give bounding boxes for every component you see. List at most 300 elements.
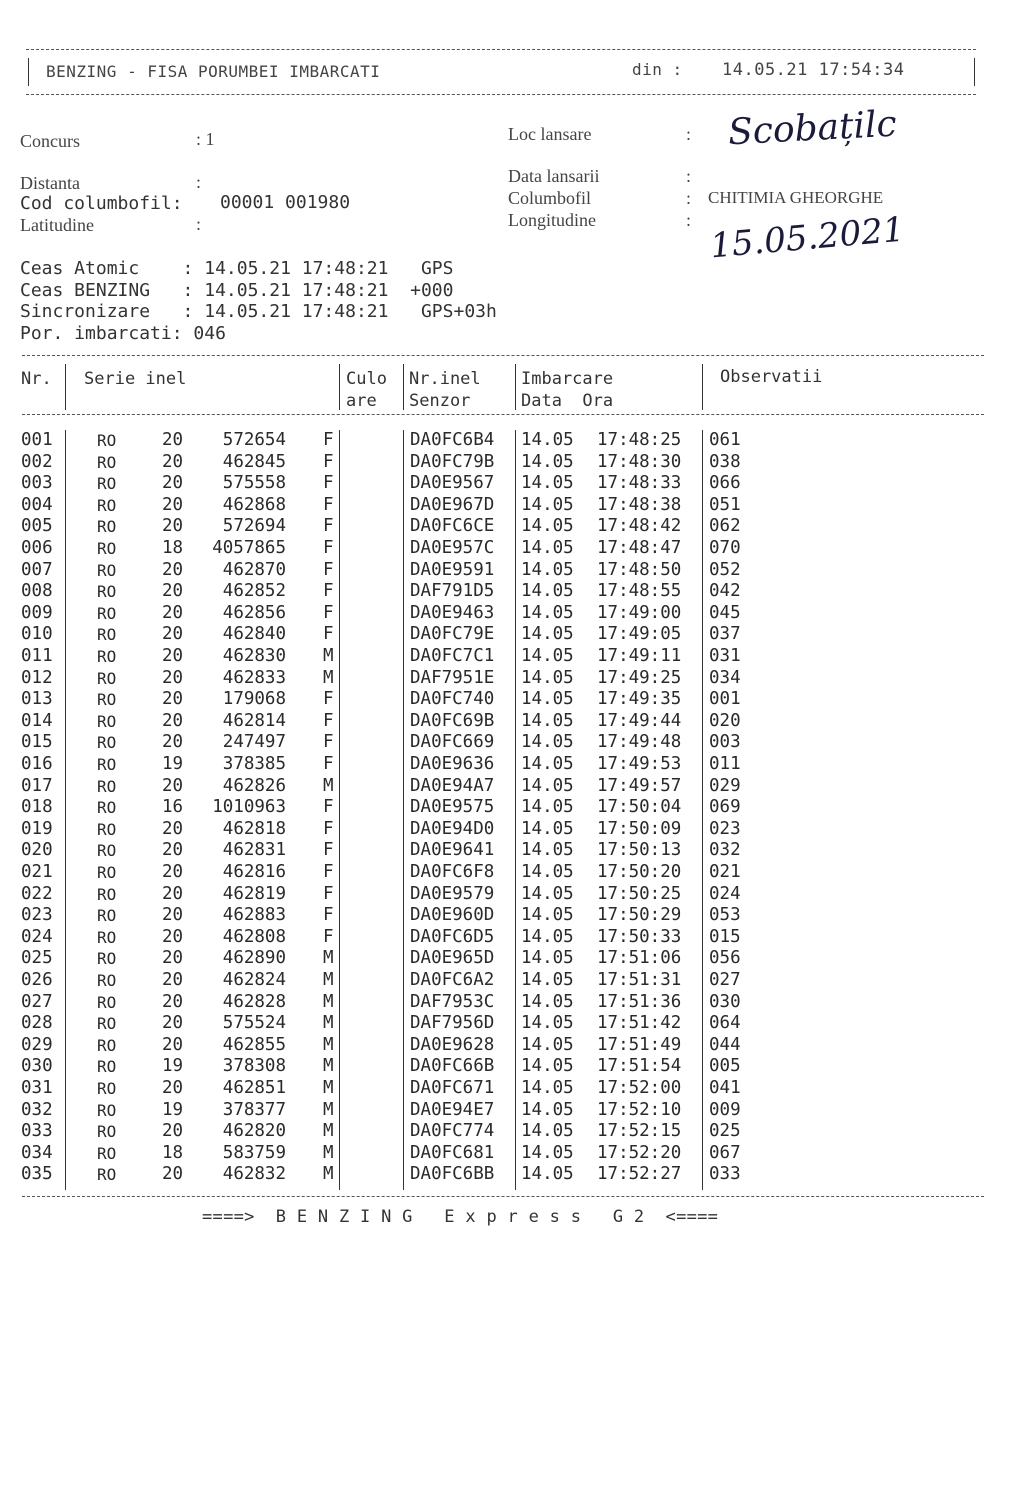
embark-time: 17:49:05 bbox=[597, 624, 682, 645]
embark-date: 14.05 bbox=[521, 430, 574, 450]
sensor-id: DA0FC740 bbox=[410, 689, 495, 710]
row-number: 018 bbox=[21, 797, 53, 818]
pigeon-sex: M bbox=[323, 970, 334, 990]
ring-number: 179068 bbox=[222, 689, 286, 710]
ring-year: 19 bbox=[162, 1056, 184, 1077]
country-code: RO bbox=[97, 841, 117, 861]
row-number: 007 bbox=[21, 559, 53, 580]
row-number: 027 bbox=[21, 991, 53, 1012]
ring-year: 20 bbox=[162, 926, 184, 947]
country-code: RO bbox=[97, 1100, 117, 1120]
pigeon-sex: F bbox=[323, 862, 334, 882]
row-number: 005 bbox=[21, 516, 53, 537]
embark-date: 14.05 bbox=[521, 1099, 574, 1120]
sensor-id: DAF7951E bbox=[410, 667, 495, 688]
table-row bbox=[0, 430, 1024, 452]
embark-date: 14.05 bbox=[521, 1121, 574, 1142]
ring-number: 378308 bbox=[222, 1056, 286, 1077]
embark-date: 14.05 bbox=[521, 754, 574, 774]
table-row bbox=[0, 711, 1024, 733]
header-sep-serie bbox=[339, 364, 340, 410]
ring-year: 20 bbox=[162, 970, 184, 990]
pigeon-sex: F bbox=[323, 451, 334, 472]
sensor-id: DAF791D5 bbox=[410, 581, 495, 602]
country-code: RO bbox=[97, 690, 117, 710]
ring-year: 20 bbox=[162, 948, 184, 969]
embark-time: 17:51:36 bbox=[597, 991, 682, 1012]
ring-number: 462808 bbox=[222, 926, 286, 947]
country-code: RO bbox=[97, 1035, 117, 1055]
col-header-culoare-1: Culo bbox=[346, 369, 387, 389]
country-code: RO bbox=[97, 1057, 117, 1077]
loc-lansare-label: Loc lansare bbox=[508, 124, 592, 144]
pigeon-sex: F bbox=[323, 840, 334, 861]
observation: 024 bbox=[709, 883, 741, 904]
embark-time: 17:52:10 bbox=[597, 1099, 682, 1120]
row-number: 025 bbox=[21, 948, 53, 969]
ring-number: 462840 bbox=[222, 624, 286, 645]
ring-number: 462824 bbox=[222, 970, 286, 990]
ring-number: 575524 bbox=[222, 1013, 286, 1034]
document-title: BENZING - FISA PORUMBEI IMBARCATI bbox=[46, 62, 381, 81]
ring-year: 20 bbox=[162, 991, 184, 1012]
ring-year: 20 bbox=[162, 905, 184, 926]
observation: 015 bbox=[709, 926, 741, 947]
pigeon-sex: F bbox=[323, 581, 334, 602]
row-number: 017 bbox=[21, 775, 53, 796]
ring-year: 20 bbox=[162, 646, 184, 666]
country-code: RO bbox=[97, 1079, 117, 1098]
table-row bbox=[0, 992, 1024, 1014]
table-row bbox=[0, 732, 1024, 754]
observation: 011 bbox=[709, 754, 741, 774]
sensor-id: DA0FC6B4 bbox=[410, 430, 495, 450]
ring-year: 20 bbox=[162, 1034, 184, 1055]
data-lansarii-colon: : bbox=[686, 166, 692, 186]
ring-year: 20 bbox=[162, 667, 184, 688]
country-code: RO bbox=[97, 452, 117, 472]
ring-year: 19 bbox=[162, 1099, 184, 1120]
ring-number: 462832 bbox=[222, 1164, 286, 1185]
sensor-id: DA0FC6CE bbox=[410, 516, 495, 537]
sensor-id: DA0E9463 bbox=[410, 602, 495, 623]
pigeon-sex: F bbox=[323, 538, 334, 558]
ring-number: 462852 bbox=[222, 581, 286, 602]
pigeon-sex: F bbox=[323, 689, 334, 710]
col-header-serie-inel: Serie inel bbox=[84, 369, 187, 389]
row-number: 031 bbox=[21, 1078, 53, 1098]
embark-date: 14.05 bbox=[521, 538, 574, 558]
ring-year: 20 bbox=[162, 840, 184, 861]
concurs-value: : 1 bbox=[196, 129, 215, 149]
country-code: RO bbox=[97, 582, 117, 602]
row-number: 003 bbox=[21, 473, 53, 494]
embark-date: 14.05 bbox=[521, 948, 574, 969]
ring-number: 462826 bbox=[222, 775, 286, 796]
country-code: RO bbox=[97, 755, 117, 774]
sensor-id: DA0E9636 bbox=[410, 754, 495, 774]
longitudine-colon: : bbox=[686, 210, 692, 230]
embark-date: 14.05 bbox=[521, 1078, 574, 1098]
embark-time: 17:49:44 bbox=[597, 710, 682, 731]
embark-time: 17:50:33 bbox=[597, 926, 682, 947]
observation: 031 bbox=[709, 646, 741, 666]
latitudine-label: Latitudine bbox=[20, 215, 94, 235]
observation: 052 bbox=[709, 559, 741, 580]
embark-date: 14.05 bbox=[521, 1013, 574, 1034]
row-number: 009 bbox=[21, 602, 53, 623]
country-code: RO bbox=[97, 819, 117, 839]
row-number: 022 bbox=[21, 883, 53, 904]
country-code: RO bbox=[97, 560, 117, 580]
ring-number: 572654 bbox=[222, 430, 286, 450]
ring-year: 16 bbox=[162, 797, 184, 818]
sensor-id: DA0E9641 bbox=[410, 840, 495, 861]
sensor-id: DA0E94E7 bbox=[410, 1099, 495, 1120]
country-code: RO bbox=[97, 668, 117, 688]
ring-year: 19 bbox=[162, 754, 184, 774]
ring-year: 20 bbox=[162, 451, 184, 472]
country-code: RO bbox=[97, 776, 117, 796]
observation: 070 bbox=[709, 538, 741, 558]
country-code: RO bbox=[97, 906, 117, 926]
row-number: 024 bbox=[21, 926, 53, 947]
footer-brand: ====> B E N Z I N G E x p r e s s G 2 <==== bbox=[202, 1207, 719, 1227]
embark-time: 17:51:31 bbox=[597, 970, 682, 990]
row-number: 026 bbox=[21, 970, 53, 990]
table-row bbox=[0, 970, 1024, 992]
country-code: RO bbox=[97, 603, 117, 623]
observation: 053 bbox=[709, 905, 741, 926]
observation: 042 bbox=[709, 581, 741, 602]
country-code: RO bbox=[97, 517, 117, 537]
ring-year: 20 bbox=[162, 494, 184, 515]
row-number: 013 bbox=[21, 689, 53, 710]
ceas-benzing-line: Ceas BENZING : 14.05.21 17:48:21 +000 bbox=[20, 280, 454, 301]
pigeon-sex: F bbox=[323, 883, 334, 904]
observation: 044 bbox=[709, 1034, 741, 1055]
pigeon-sex: F bbox=[323, 624, 334, 645]
pigeon-sex: M bbox=[323, 1034, 334, 1055]
embark-date: 14.05 bbox=[521, 905, 574, 926]
ring-number: 462814 bbox=[222, 710, 286, 731]
row-number: 029 bbox=[21, 1034, 53, 1055]
country-code: RO bbox=[97, 647, 117, 666]
ring-number: 462890 bbox=[222, 948, 286, 969]
sensor-id: DA0FC6BB bbox=[410, 1164, 495, 1185]
ring-number: 462870 bbox=[222, 559, 286, 580]
sensor-id: DAF7953C bbox=[410, 991, 495, 1012]
embark-time: 17:52:20 bbox=[597, 1142, 682, 1163]
embark-date: 14.05 bbox=[521, 624, 574, 645]
row-number: 014 bbox=[21, 710, 53, 731]
table-row bbox=[0, 560, 1024, 582]
table-header-bottom-border bbox=[22, 414, 984, 415]
embark-date: 14.05 bbox=[521, 667, 574, 688]
pigeon-sex: M bbox=[323, 1164, 334, 1185]
observation: 027 bbox=[709, 970, 741, 990]
loc-lansare-handwritten: Scobațilc bbox=[727, 103, 898, 154]
col-header-culoare-2: are bbox=[346, 391, 377, 411]
observation: 064 bbox=[709, 1013, 741, 1034]
row-number: 010 bbox=[21, 624, 53, 645]
embark-time: 17:51:06 bbox=[597, 948, 682, 969]
embark-time: 17:50:04 bbox=[597, 797, 682, 818]
table-row bbox=[0, 819, 1024, 841]
longitudine-label: Longitudine bbox=[508, 210, 596, 230]
sensor-id: DA0E957C bbox=[410, 538, 495, 558]
table-row bbox=[0, 1013, 1024, 1035]
observation: 067 bbox=[709, 1142, 741, 1163]
embark-date: 14.05 bbox=[521, 1056, 574, 1077]
observation: 038 bbox=[709, 451, 741, 472]
sensor-id: DA0FC681 bbox=[410, 1142, 495, 1163]
col-header-imbarcare-1: Imbarcare bbox=[521, 369, 614, 389]
row-number: 035 bbox=[21, 1164, 53, 1185]
embark-time: 17:51:49 bbox=[597, 1034, 682, 1055]
table-row bbox=[0, 538, 1024, 560]
ring-year: 20 bbox=[162, 710, 184, 731]
ring-year: 20 bbox=[162, 818, 184, 839]
table-row bbox=[0, 581, 1024, 603]
ring-number: 462830 bbox=[222, 646, 286, 666]
pigeon-sex: M bbox=[323, 1013, 334, 1034]
embark-date: 14.05 bbox=[521, 991, 574, 1012]
observation: 069 bbox=[709, 797, 741, 818]
sensor-id: DA0FC669 bbox=[410, 732, 495, 753]
pigeon-sex: F bbox=[323, 926, 334, 947]
ring-year: 20 bbox=[162, 732, 184, 753]
ring-number: 4057865 bbox=[212, 538, 286, 558]
ring-number: 583759 bbox=[222, 1142, 286, 1163]
ring-year: 20 bbox=[162, 775, 184, 796]
pigeon-sex: F bbox=[323, 818, 334, 839]
ring-number: 575558 bbox=[222, 473, 286, 494]
table-row bbox=[0, 516, 1024, 538]
ring-number: 462820 bbox=[222, 1121, 286, 1142]
embark-date: 14.05 bbox=[521, 1034, 574, 1055]
header-sep-culoare bbox=[403, 364, 404, 410]
row-number: 001 bbox=[21, 430, 53, 450]
ring-number: 462855 bbox=[222, 1034, 286, 1055]
columbofil-label: Columbofil bbox=[508, 188, 592, 208]
embark-time: 17:49:53 bbox=[597, 754, 682, 774]
sensor-id: DA0E9591 bbox=[410, 559, 495, 580]
concurs-label: Concurs bbox=[20, 131, 80, 151]
embark-date: 14.05 bbox=[521, 883, 574, 904]
row-number: 033 bbox=[21, 1121, 53, 1142]
ring-year: 20 bbox=[162, 1013, 184, 1034]
table-bottom-border bbox=[22, 1196, 984, 1197]
observation: 033 bbox=[709, 1164, 741, 1185]
sincronizare-line: Sincronizare : 14.05.21 17:48:21 GPS+03h bbox=[20, 301, 497, 322]
ring-number: 462856 bbox=[222, 602, 286, 623]
print-date-value: 14.05.21 17:54:34 bbox=[722, 60, 905, 80]
pigeon-sex: M bbox=[323, 1099, 334, 1120]
embark-time: 17:48:33 bbox=[597, 473, 682, 494]
ring-number: 462828 bbox=[222, 991, 286, 1012]
observation: 045 bbox=[709, 602, 741, 623]
sensor-id: DA0FC6F8 bbox=[410, 862, 495, 882]
embark-time: 17:49:11 bbox=[597, 646, 682, 666]
embark-date: 14.05 bbox=[521, 970, 574, 990]
country-code: RO bbox=[97, 798, 117, 818]
country-code: RO bbox=[97, 1122, 117, 1142]
pigeon-sex: M bbox=[323, 1056, 334, 1077]
row-number: 006 bbox=[21, 538, 53, 558]
ring-year: 18 bbox=[162, 538, 184, 558]
embark-time: 17:52:27 bbox=[597, 1164, 682, 1185]
embark-date: 14.05 bbox=[521, 473, 574, 494]
embark-time: 17:50:29 bbox=[597, 905, 682, 926]
observation: 029 bbox=[709, 775, 741, 796]
row-number: 002 bbox=[21, 451, 53, 472]
embark-time: 17:48:50 bbox=[597, 559, 682, 580]
table-row bbox=[0, 797, 1024, 819]
ring-number: 462851 bbox=[222, 1078, 286, 1098]
distanta-value: : bbox=[196, 172, 202, 192]
ring-number: 1010963 bbox=[212, 797, 286, 818]
ring-year: 20 bbox=[162, 516, 184, 537]
row-number: 032 bbox=[21, 1099, 53, 1120]
embark-time: 17:52:00 bbox=[597, 1078, 682, 1098]
observation: 030 bbox=[709, 991, 741, 1012]
embark-date: 14.05 bbox=[521, 602, 574, 623]
columbofil-colon: : bbox=[686, 188, 692, 208]
row-number: 034 bbox=[21, 1142, 53, 1163]
row-number: 020 bbox=[21, 840, 53, 861]
embark-date: 14.05 bbox=[521, 710, 574, 731]
cod-columbofil-value: 00001 001980 bbox=[220, 192, 351, 213]
table-row bbox=[0, 624, 1024, 646]
country-code: RO bbox=[97, 495, 117, 515]
table-row bbox=[0, 1164, 1024, 1186]
embark-time: 17:49:48 bbox=[597, 732, 682, 753]
col-header-nr: Nr. bbox=[21, 369, 52, 389]
table-row bbox=[0, 689, 1024, 711]
embark-date: 14.05 bbox=[521, 797, 574, 818]
country-code: RO bbox=[97, 949, 117, 969]
table-row bbox=[0, 1078, 1024, 1100]
header-sep-imbarcare bbox=[702, 364, 703, 410]
sensor-id: DA0E9579 bbox=[410, 883, 495, 904]
table-row bbox=[0, 473, 1024, 495]
embark-time: 17:50:09 bbox=[597, 818, 682, 839]
loc-lansare-colon: : bbox=[686, 124, 692, 144]
table-row bbox=[0, 1035, 1024, 1057]
pigeon-sex: M bbox=[323, 1078, 334, 1098]
country-code: RO bbox=[97, 1165, 117, 1185]
print-date-label: din : bbox=[632, 60, 683, 79]
sensor-id: DA0FC79B bbox=[410, 451, 495, 472]
sensor-id: DA0E94A7 bbox=[410, 775, 495, 796]
embark-date: 14.05 bbox=[521, 451, 574, 472]
ring-year: 20 bbox=[162, 602, 184, 623]
ring-year: 20 bbox=[162, 1078, 184, 1098]
sensor-id: DA0FC671 bbox=[410, 1078, 495, 1098]
ring-number: 462819 bbox=[222, 883, 286, 904]
embark-date: 14.05 bbox=[521, 494, 574, 515]
country-code: RO bbox=[97, 863, 117, 882]
country-code: RO bbox=[97, 992, 117, 1012]
ring-number: 378385 bbox=[222, 754, 286, 774]
country-code: RO bbox=[97, 474, 117, 494]
col-header-observatii: Observatii bbox=[720, 367, 823, 387]
embark-time: 17:51:54 bbox=[597, 1056, 682, 1077]
table-row bbox=[0, 862, 1024, 884]
sensor-id: DA0FC6A2 bbox=[410, 970, 495, 990]
sensor-id: DA0FC66B bbox=[410, 1056, 495, 1077]
embark-date: 14.05 bbox=[521, 818, 574, 839]
row-number: 016 bbox=[21, 754, 53, 774]
embark-time: 17:49:57 bbox=[597, 775, 682, 796]
embark-date: 14.05 bbox=[521, 732, 574, 753]
embark-time: 17:49:35 bbox=[597, 689, 682, 710]
sensor-id: DA0E960D bbox=[410, 905, 495, 926]
embark-time: 17:50:25 bbox=[597, 883, 682, 904]
table-row bbox=[0, 776, 1024, 798]
embark-time: 17:49:25 bbox=[597, 667, 682, 688]
embark-time: 17:49:00 bbox=[597, 602, 682, 623]
embark-time: 17:48:25 bbox=[597, 430, 682, 450]
sensor-id: DA0FC69B bbox=[410, 710, 495, 731]
header-bottom-border bbox=[26, 94, 976, 95]
header-top-border bbox=[26, 49, 976, 50]
ceas-atomic-line: Ceas Atomic : 14.05.21 17:48:21 GPS bbox=[20, 258, 454, 279]
ring-number: 462883 bbox=[222, 905, 286, 926]
col-header-imbarcare-2: Data Ora bbox=[521, 391, 614, 411]
embark-date: 14.05 bbox=[521, 775, 574, 796]
embark-date: 14.05 bbox=[521, 1142, 574, 1163]
country-code: RO bbox=[97, 733, 117, 753]
embark-time: 17:48:30 bbox=[597, 451, 682, 472]
pigeon-sex: F bbox=[323, 494, 334, 515]
ring-number: 247497 bbox=[222, 732, 286, 753]
observation: 005 bbox=[709, 1056, 741, 1077]
latitudine-value: : bbox=[196, 214, 202, 234]
col-header-nr-inel-1: Nr.inel bbox=[409, 369, 481, 389]
porumbei-imbarcati-line: Por. imbarcati: 046 bbox=[20, 323, 226, 344]
table-row bbox=[0, 1121, 1024, 1143]
ring-year: 18 bbox=[162, 1142, 184, 1163]
embark-date: 14.05 bbox=[521, 516, 574, 537]
observation: 021 bbox=[709, 862, 741, 882]
country-code: RO bbox=[97, 1143, 117, 1163]
embark-time: 17:51:42 bbox=[597, 1013, 682, 1034]
row-number: 030 bbox=[21, 1056, 53, 1077]
sensor-id: DAF7956D bbox=[410, 1013, 495, 1034]
table-row bbox=[0, 495, 1024, 517]
embark-time: 17:50:13 bbox=[597, 840, 682, 861]
embark-time: 17:48:47 bbox=[597, 538, 682, 558]
country-code: RO bbox=[97, 539, 117, 558]
row-number: 021 bbox=[21, 862, 53, 882]
pigeon-sex: F bbox=[323, 710, 334, 731]
table-row bbox=[0, 1100, 1024, 1122]
header-sep-nr bbox=[65, 364, 66, 410]
pigeon-sex: M bbox=[323, 1142, 334, 1163]
observation: 041 bbox=[709, 1078, 741, 1098]
embark-time: 17:48:42 bbox=[597, 516, 682, 537]
pigeon-sex: F bbox=[323, 754, 334, 774]
ring-year: 20 bbox=[162, 689, 184, 710]
country-code: RO bbox=[97, 1014, 117, 1034]
table-row bbox=[0, 840, 1024, 862]
observation: 032 bbox=[709, 840, 741, 861]
observation: 003 bbox=[709, 732, 741, 753]
row-number: 011 bbox=[21, 646, 53, 666]
embark-date: 14.05 bbox=[521, 926, 574, 947]
